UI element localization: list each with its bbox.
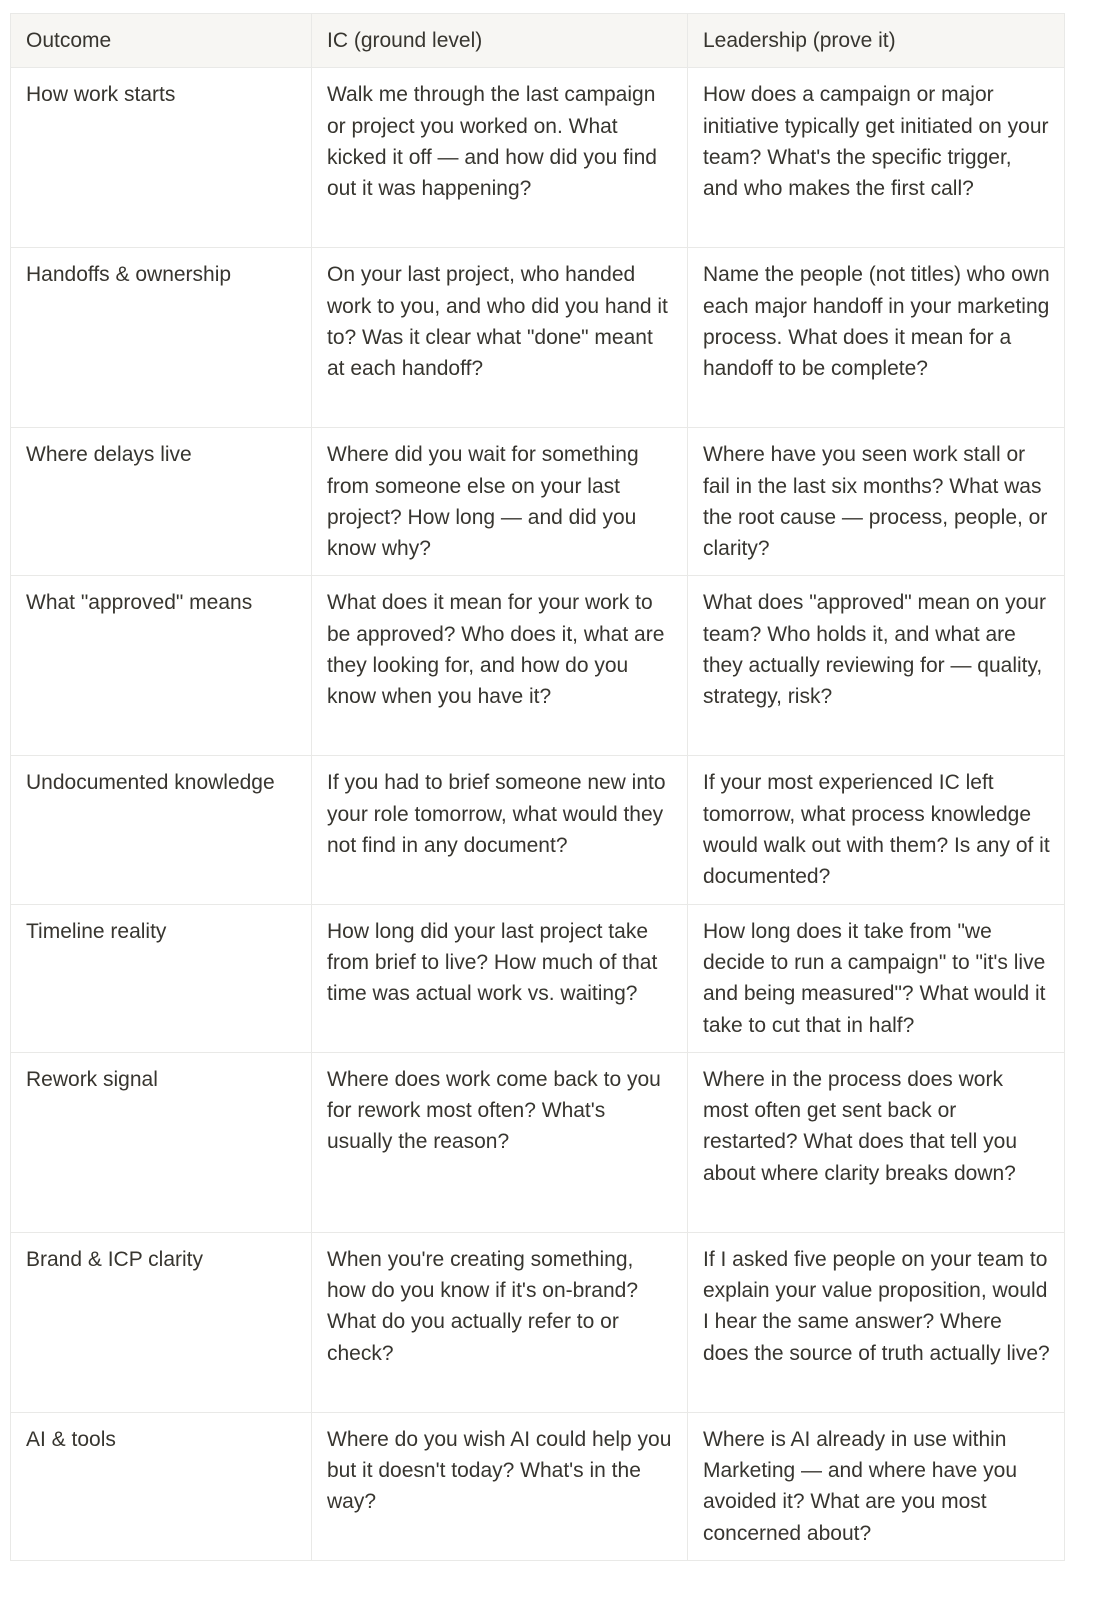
- table-row: [11, 68, 1065, 248]
- table-row: [11, 1232, 1065, 1412]
- outcome-cell: Where delays live: [11, 428, 312, 576]
- outcome-cell: Brand & ICP clarity: [11, 1232, 312, 1412]
- outcome-cell: AI & tools: [11, 1412, 312, 1560]
- leadership-question-cell: Where have you seen work stall or fail in the last six months? What was the root cause — process, people, or clarity?: [688, 428, 1065, 576]
- ic-question-cell: On your last project, who handed work to you, and who did you hand it to? Was it clear what "done" meant at each handoff?: [312, 248, 688, 428]
- outcome-cell: What "approved" means: [11, 576, 312, 756]
- ic-question-cell: Where do you wish AI could help you but it doesn't today? What's in the way?: [312, 1412, 688, 1560]
- ic-question-cell: What does it mean for your work to be approved? Who does it, what are they looking for, and how do you know when you have it?: [312, 576, 688, 756]
- leadership-question-cell: How long does it take from "we decide to run a campaign" to "it's live and being measured"? What would it take to cut that in half?: [688, 904, 1065, 1052]
- table-row: [11, 1412, 1065, 1560]
- table-header: [11, 14, 1065, 68]
- header-leadership: Leadership (prove it): [688, 14, 1065, 68]
- table-row: [11, 428, 1065, 576]
- leadership-question-cell: What does "approved" mean on your team? Who holds it, and what are they actually reviewing for — quality, strategy, risk?: [688, 576, 1065, 756]
- outcome-cell: Rework signal: [11, 1052, 312, 1232]
- table-row: [11, 576, 1065, 756]
- ic-question-cell: Walk me through the last campaign or project you worked on. What kicked it off — and how did you find out it was happening?: [312, 68, 688, 248]
- ic-question-cell: How long did your last project take from brief to live? How much of that time was actual work vs. waiting?: [312, 904, 688, 1052]
- table-row: [11, 1052, 1065, 1232]
- questions-table: [10, 13, 1065, 1561]
- ic-question-cell: If you had to brief someone new into your role tomorrow, what would they not find in any document?: [312, 756, 688, 904]
- table-row: [11, 904, 1065, 1052]
- ic-question-cell: Where did you wait for something from someone else on your last project? How long — and did you know why?: [312, 428, 688, 576]
- ic-question-cell: When you're creating something, how do you know if it's on-brand? What do you actually refer to or check?: [312, 1232, 688, 1412]
- header-row: [11, 14, 1065, 68]
- leadership-question-cell: Name the people (not titles) who own each major handoff in your marketing process. What does it mean for a handoff to be complete?: [688, 248, 1065, 428]
- leadership-question-cell: If I asked five people on your team to explain your value proposition, would I hear the same answer? Where does the source of truth actually live?: [688, 1232, 1065, 1412]
- leadership-question-cell: Where in the process does work most often get sent back or restarted? What does that tell you about where clarity breaks down?: [688, 1052, 1065, 1232]
- outcome-cell: Timeline reality: [11, 904, 312, 1052]
- header-outcome: Outcome: [11, 14, 312, 68]
- questions-table-container: [10, 13, 1064, 1561]
- leadership-question-cell: If your most experienced IC left tomorrow, what process knowledge would walk out with them? Is any of it documented?: [688, 756, 1065, 904]
- ic-question-cell: Where does work come back to you for rework most often? What's usually the reason?: [312, 1052, 688, 1232]
- table-body: [11, 68, 1065, 1561]
- header-ic: IC (ground level): [312, 14, 688, 68]
- outcome-cell: Handoffs & ownership: [11, 248, 312, 428]
- outcome-cell: How work starts: [11, 68, 312, 248]
- outcome-cell: Undocumented knowledge: [11, 756, 312, 904]
- leadership-question-cell: How does a campaign or major initiative typically get initiated on your team? What's the specific trigger, and who makes the first call?: [688, 68, 1065, 248]
- table-row: [11, 248, 1065, 428]
- leadership-question-cell: Where is AI already in use within Marketing — and where have you avoided it? What are you most concerned about?: [688, 1412, 1065, 1560]
- table-row: [11, 756, 1065, 904]
